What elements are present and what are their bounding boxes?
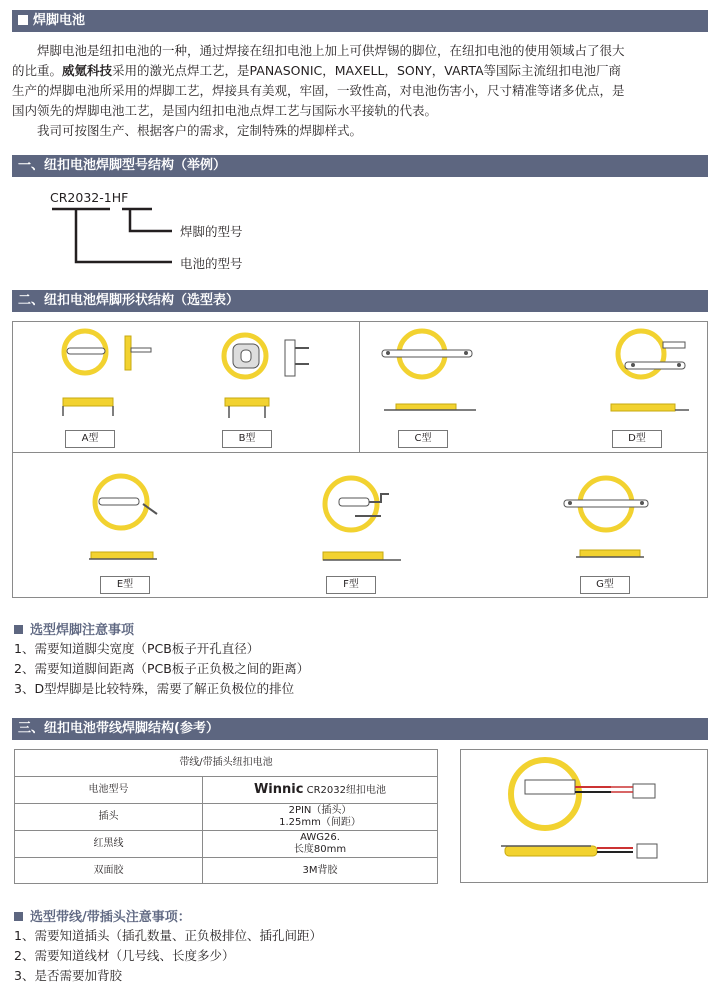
square-bullet-icon [14,625,23,634]
list-item: 2、需要知道脚间距离（PCB板子正负极之间的距离） [14,661,310,676]
table-header: 带线/带插头纽扣电池 [15,750,438,777]
list-item: 1、需要知道脚尖宽度（PCB板子开孔直径） [14,641,260,656]
type-g-drawing [560,472,660,567]
notes-pin-heading: 选型焊脚注意事项 [14,619,134,638]
type-f-label: F型 [326,576,376,594]
section-bar-wired [12,718,708,740]
list-item: 1、需要知道插头（插孔数量、正负极排位、插孔间距） [14,928,322,943]
list-item: 3、是否需要加背胶 [14,968,122,983]
label-pin-model: 焊脚的型号 [180,224,243,239]
section-title: 一、纽扣电池焊脚型号结构（举例） [18,158,227,173]
section-bar-shape-table [12,290,708,312]
table-row: 红黑线 AWG26. 长度80mm [15,831,438,858]
square-bullet-icon [14,912,23,921]
type-a-label: A型 [65,430,115,448]
brand-logo-text: Winnic [253,781,304,797]
type-g-label: G型 [580,576,630,594]
intro-line-2: 的比重。威氪科技采用的激光点焊工艺，是PANASONIC，MAXELL，SONY，VARTA等国际主流纽扣电池厂商 [12,63,622,78]
type-b-drawing [215,328,325,420]
type-b-label: B型 [222,430,272,448]
cell-leader-line [76,209,172,262]
table-row: 电池型号 Winnic CR2032纽扣电池 [15,777,438,804]
notes-pin-list [14,639,309,699]
intro-paragraph [12,41,712,141]
list-item: 2、需要知道线材（几号线、长度多少） [14,948,235,963]
brand-name: 威氪科技 [62,63,113,78]
section-title: 二、纽扣电池焊脚形状结构（选型表） [18,293,240,308]
section-title: 三、纽扣电池带线焊脚结构(参考） [18,721,219,736]
notes-wire-heading: 选型带线/带插头注意事项： [14,906,191,925]
notes-wire-list [14,926,322,986]
intro-line-3: 生产的焊脚电池所采用的焊脚工艺，焊接具有美观，牢固，一致性高，对电池伤害小，尺寸精准等诸多优点，是 [12,83,625,98]
type-d-drawing [605,328,695,420]
pin-leader-line [130,209,172,231]
wired-battery-drawing [461,750,709,884]
type-e-drawing [85,472,175,567]
type-c-drawing [380,328,490,420]
type-a-drawing [55,328,165,418]
wired-battery-diagram [460,749,708,883]
section-bar-intro [12,10,708,32]
type-c-label: C型 [398,430,448,448]
type-e-label: E型 [100,576,150,594]
table-row: 插头 2PIN（插头） 1.25mm（间距） [15,804,438,831]
type-f-drawing [315,472,415,567]
intro-line-5: 我司可按图生产、根据客户的需求，定制特殊的焊脚样式。 [37,123,363,138]
table-row: 双面胶 3M背胶 [15,858,438,884]
square-bullet-icon [18,15,28,25]
section-bar-model-structure [12,155,708,177]
list-item: 3、D型焊脚是比较特殊，需要了解正负极位的排位 [14,681,295,696]
type-d-label: D型 [612,430,662,448]
label-cell-model: 电池的型号 [180,256,243,271]
section-title: 焊脚电池 [33,13,86,28]
model-code: CR2032-1HF [50,190,129,205]
intro-line-4: 国内领先的焊脚电池工艺，是国内纽扣电池点焊工艺与国际水平接轨的代表。 [12,103,438,118]
wired-spec-table [14,749,438,884]
intro-line-1: 焊脚电池是纽扣电池的一种，通过焊接在纽扣电池上加上可供焊锡的脚位，在纽扣电池的使用领域占了很大 [37,43,625,58]
